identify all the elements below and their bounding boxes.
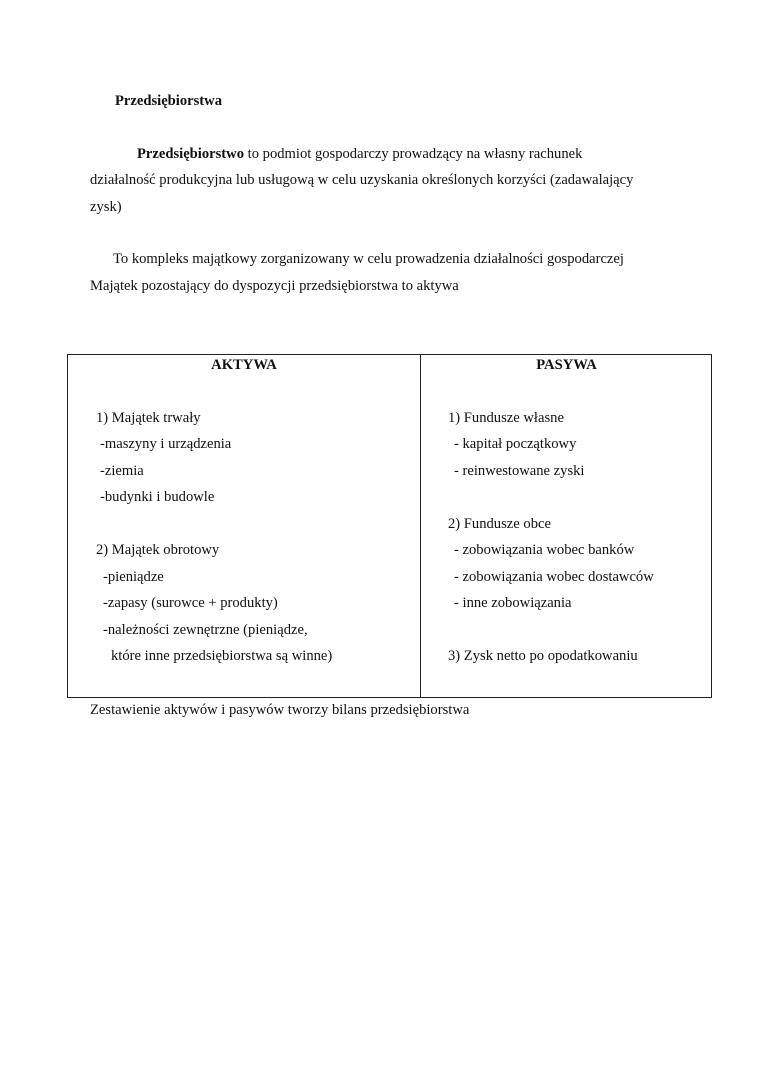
pasywa-item-fundusze-obce: 2) Fundusze obce <box>448 516 551 532</box>
aktywa-subitem-budynki: -budynki i budowle <box>100 489 215 505</box>
kompleks-paragraph-line-2: Majątek pozostający do dyspozycji przedsiębiorstwa to aktywa <box>90 278 459 294</box>
table-column-divider <box>420 355 421 697</box>
pasywa-subitem-kapital: - kapitał początkowy <box>454 436 577 452</box>
pasywa-subitem-dostawcy: - zobowiązania wobec dostawców <box>454 569 654 585</box>
pasywa-subitem-reinwestowane: - reinwestowane zyski <box>454 463 585 479</box>
aktywa-item-majatek-obrotowy: 2) Majątek obrotowy <box>96 542 220 558</box>
aktywa-subitem-ziemia: -ziemia <box>100 463 144 479</box>
intro-paragraph-line-3: zysk) <box>90 199 122 215</box>
aktywa-subitem-zapasy: -zapasy (surowce + produkty) <box>103 595 278 611</box>
pasywa-subitem-inne: - inne zobowiązania <box>454 595 572 611</box>
intro-term: Przedsiębiorstwo <box>137 146 244 162</box>
intro-line-1-rest: to podmiot gospodarczy prowadzący na własny rachunek <box>244 146 583 162</box>
pasywa-subitem-banki: - zobowiązania wobec banków <box>454 542 635 558</box>
pasywa-item-zysk-netto: 3) Zysk netto po opodatkowaniu <box>448 648 638 664</box>
aktywa-item-majatek-trwaly: 1) Majątek trwały <box>96 410 201 426</box>
aktywa-subitem-maszyny: -maszyny i urządzenia <box>100 436 232 452</box>
intro-paragraph-line-1 <box>137 145 582 163</box>
balance-table <box>67 354 712 698</box>
aktywa-subitem-naleznosci: -należności zewnętrzne (pieniądze, <box>103 622 308 638</box>
aktywa-column-header: AKTYWA <box>211 357 277 373</box>
pasywa-item-fundusze-wlasne: 1) Fundusze własne <box>448 410 564 426</box>
document-title: Przedsiębiorstwa <box>115 93 222 109</box>
intro-paragraph-line-2: działalność produkcyjna lub usługową w celu uzyskania określonych korzyści (zadawalający <box>90 172 634 188</box>
pasywa-column-header: PASYWA <box>536 357 597 373</box>
footer-sentence: Zestawienie aktywów i pasywów tworzy bilans przedsiębiorstwa <box>90 702 470 718</box>
aktywa-subitem-pieniadze: -pieniądze <box>103 569 164 585</box>
kompleks-paragraph-line-1: To kompleks majątkowy zorganizowany w celu prowadzenia działalności gospodarczej <box>113 251 624 267</box>
aktywa-subitem-naleznosci-cont: które inne przedsiębiorstwa są winne) <box>111 648 333 664</box>
